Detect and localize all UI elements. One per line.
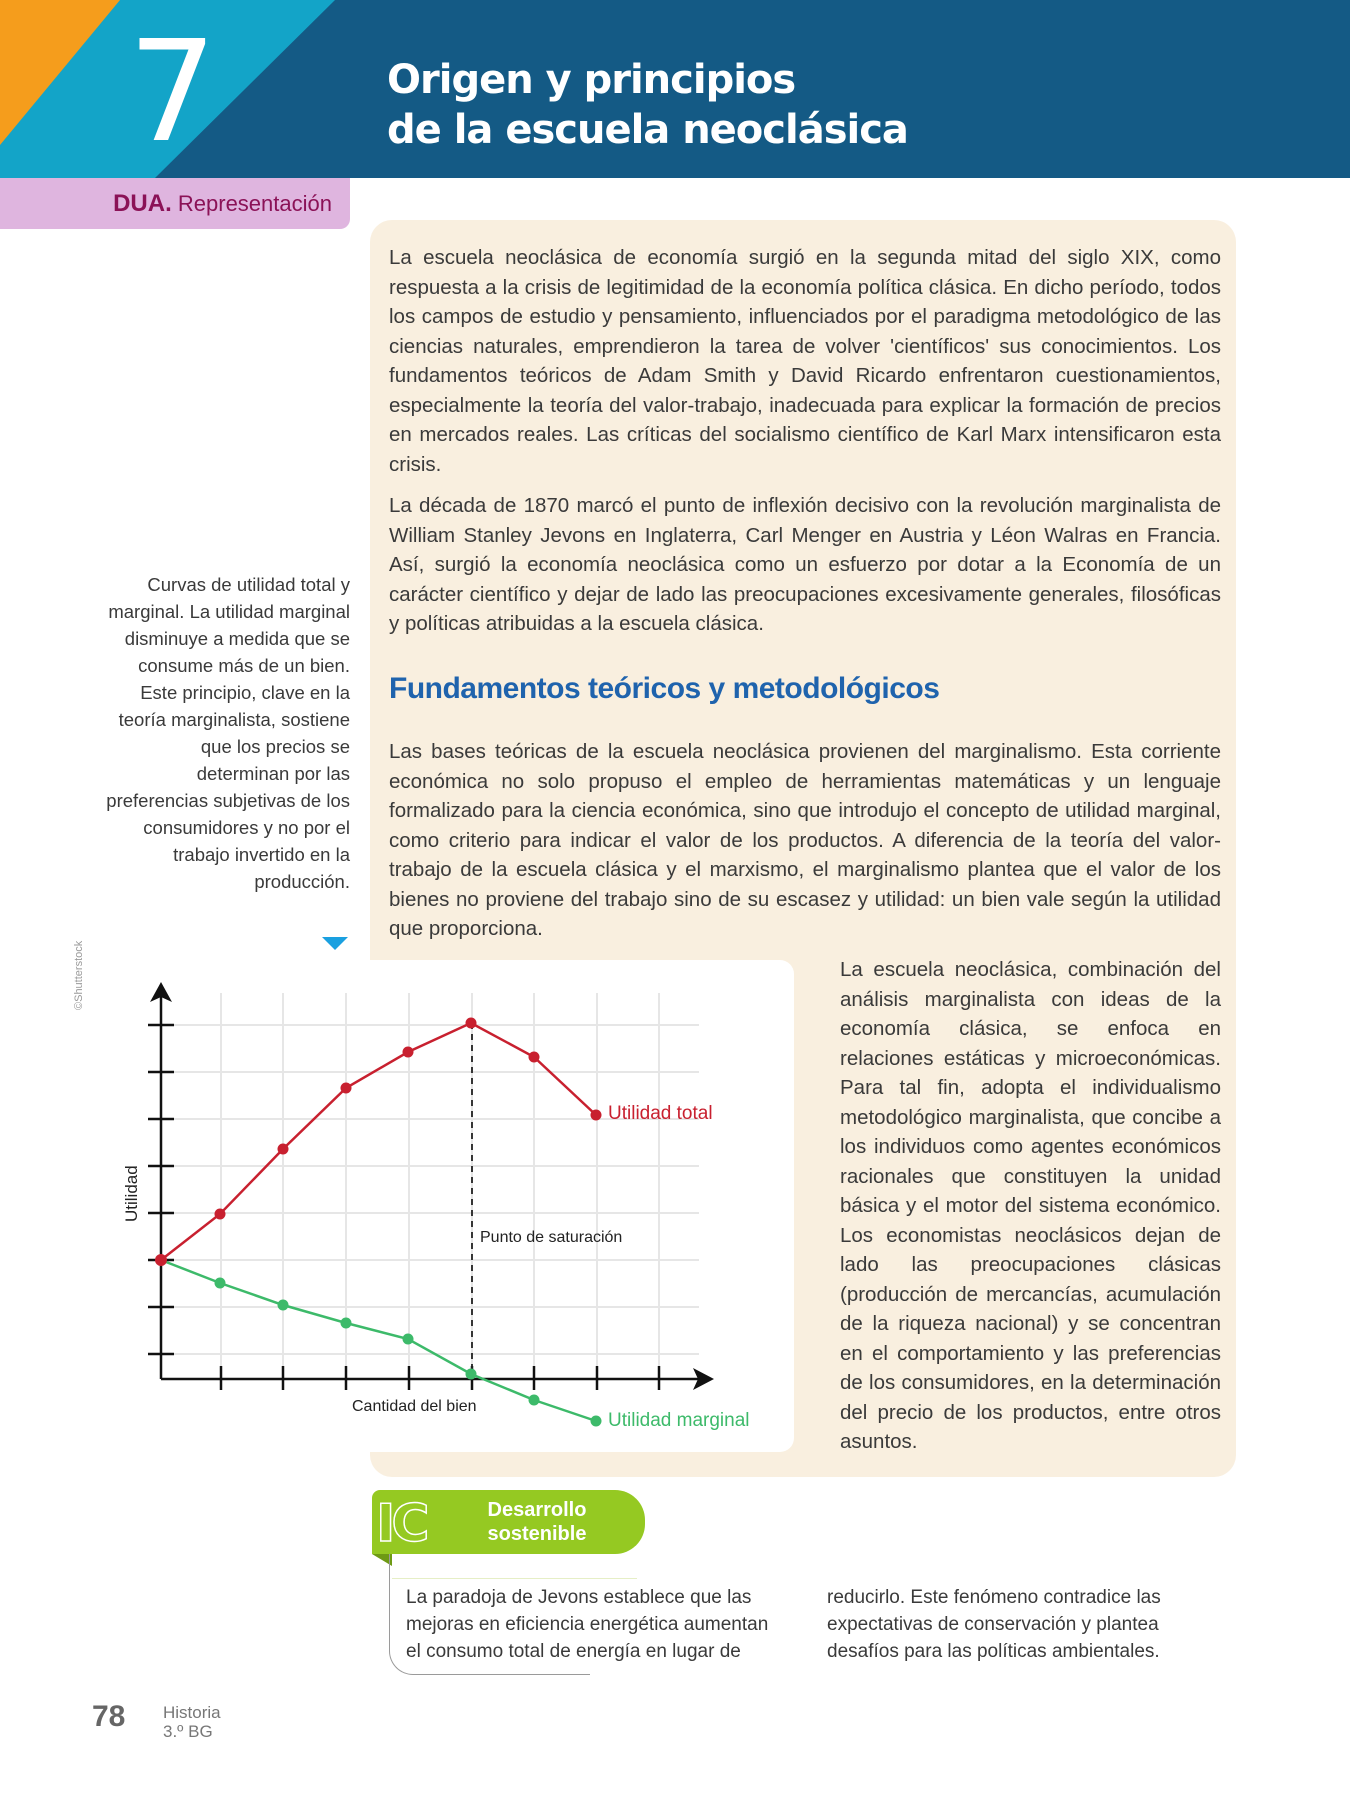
legend-total-utility: Utilidad total <box>608 1103 713 1124</box>
ic-title <box>467 1498 607 1546</box>
section-heading: Fundamentos teóricos y metodológicos <box>389 672 940 705</box>
caption-pointer-icon <box>322 937 348 950</box>
chapter-number: 7 <box>128 11 218 174</box>
sustainable-development-box <box>372 1490 1252 1680</box>
ic-text-column-2: reducirlo. Este fenómeno contradice las expectativas de conservación y plantea desafíos para las políticas ambientales. <box>827 1587 1161 1662</box>
page-title <box>387 55 908 155</box>
legend-marginal-utility: Utilidad marginal <box>608 1410 750 1431</box>
page-number: 78 <box>92 1700 126 1733</box>
ic-title-line-1: Desarrollo <box>487 1499 587 1521</box>
ic-text-column-1: La paradoja de Jevons establece que las mejoras en eficiencia energética aumentan el consumo total de energía en lugar de <box>406 1587 769 1662</box>
y-axis-label: Utilidad <box>122 1165 141 1222</box>
title-line-1: Origen y principios <box>387 57 796 103</box>
dua-label: Representación <box>177 191 332 216</box>
paragraph-1: La escuela neoclásica de economía surgió en la segunda mitad del siglo XIX, como respuesta a la crisis de legitimidad de la economía política clásica. En dicho período, todos los campos de estudio y pensamiento, influenciados por el paradigma metodológico de las ciencias naturales, emprendieron la tarea de volver 'científicos' sus conocimientos. Los fundamentos teóricos de Adam Smith y David Ricardo enfrentaron cuestionamientos, especialmente la teoría del valor-trabajo, inadecuada para explicar la formación de precios en mercados reales. Las críticas del socialismo científico de Karl Marx intensificaron esta crisis. <box>389 246 1221 476</box>
ic-title-line-2: sostenible <box>487 1523 587 1545</box>
x-axis-label: Cantidad del bien <box>352 1398 477 1415</box>
ic-logo-icon: IC <box>376 1494 426 1554</box>
chart-card <box>340 960 794 1452</box>
ic-divider <box>392 1578 637 1579</box>
chapter-header <box>0 0 1350 178</box>
saturation-label: Punto de saturación <box>480 1229 623 1246</box>
y-axis-arrow-icon <box>150 982 172 1002</box>
grade-level: 3.º BG <box>163 1722 213 1741</box>
figure-caption: Curvas de utilidad total y marginal. La utilidad marginal disminuye a medida que se consume más de un bien. Este principio, clave en la teoría marginalista, sostiene que los precios se determinan por las preferencias subjetivas de los consumidores y no por el trabajo invertido en la producción. <box>106 574 350 892</box>
image-credit: ©Shutterstock <box>73 940 85 1010</box>
paragraph-4: La escuela neoclásica, combinación del análisis marginalista con ideas de la economía clásica, se enfoca en relaciones estáticas y microeconómicas. Para tal fin, adopta el individualismo metodológico marginalista, que concibe a los individuos como agentes económicos racionales que constituyen la unidad básica y el motor del sistema económico. Los economistas neoclásicos dejan de lado las preocupaciones clásicas (producción de mercancías, acumulación de la riqueza nacional) y se concentran en el comportamiento y las preferencias de los consumidores, en la determinación del precio de los productos, entre otros asuntos. <box>840 958 1221 1453</box>
footer-subject <box>163 1703 221 1741</box>
dua-label-bold: DUA. <box>113 190 172 217</box>
paragraph-3: Las bases teóricas de la escuela neoclásica provienen del marginalismo. Esta corriente económica no solo propuso el empleo de herramientas matemáticas y un lenguaje formalizado para la ciencia económica, sino que introdujo el concepto de utilidad marginal, como criterio para indicar el valor de los productos. A diferencia de la teoría del valor-trabajo de la escuela clásica y el marxismo, el marginalismo plantea que el valor de los bienes no proviene del trabajo sino de su escasez y utilidad: un bien vale según la utilidad que proporciona. <box>389 740 1221 940</box>
dua-tab <box>0 178 350 229</box>
paragraph-2: La década de 1870 marcó el punto de inflexión decisivo con la revolución marginalista de William Stanley Jevons en Inglaterra, Carl Menger en Austria y Léon Walras en Francia. Así, surgió la economía neoclásica como un esfuerzo por dotar a la Economía de un carácter científico y dejar de lado las preocupaciones excesivamente generales, filosóficas y políticas atribuidas a la escuela clásica. <box>389 494 1221 635</box>
title-line-2: de la escuela neoclásica <box>387 107 908 153</box>
ic-header <box>372 1490 645 1554</box>
subject-name: Historia <box>163 1703 221 1722</box>
